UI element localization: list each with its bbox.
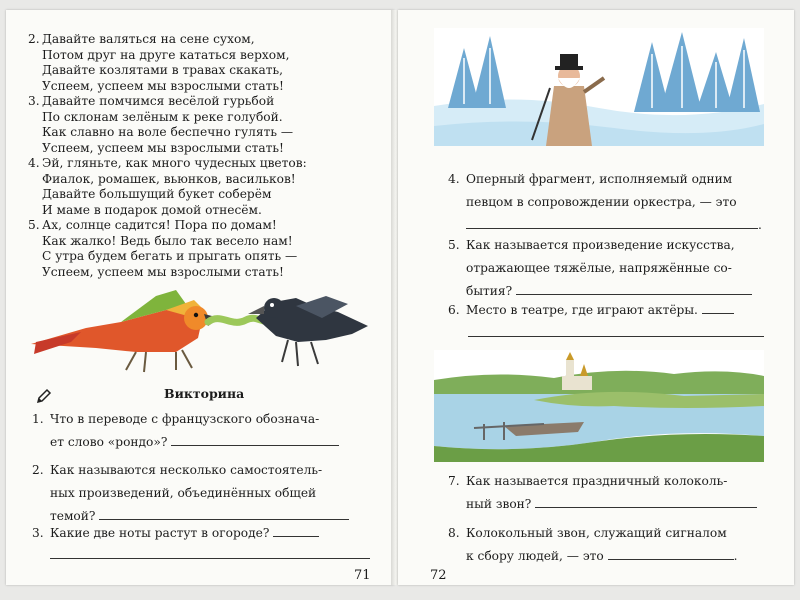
poem-line: 3. Давайте помчимся весёлой гурьбой <box>28 94 275 108</box>
answer-blank[interactable] <box>171 433 339 446</box>
stanza-number: 3. <box>28 94 40 108</box>
quiz-question-6: 6. Место в театре, где играют актёры. <box>448 299 734 322</box>
poem-line: Успеем, успеем мы взрослыми стать! <box>42 264 284 279</box>
poem-line: Успеем, успеем мы взрослыми стать! <box>42 140 284 155</box>
answer-blank[interactable] <box>702 301 734 314</box>
left-page <box>6 10 394 585</box>
quiz-question-3: 3. Какие две ноты растут в огороде? <box>32 522 319 545</box>
answer-blank[interactable] <box>273 524 319 537</box>
quiz-question-5: 5. Как называется произведение искусства, отражающее тяжёлые, напряжённые со- бытия? <box>448 234 752 303</box>
parrot-figure <box>31 290 220 372</box>
answer-blank[interactable] <box>535 495 757 508</box>
quiz-question-8: 8. Колокольный звон, служащий сигналом к сбору людей, — это . <box>448 526 738 563</box>
poem-stanza <box>28 32 307 94</box>
answer-blank[interactable] <box>466 216 758 229</box>
quiz-question-1: 1. Что в переводе с французского обознача- ет слово «рондо»? <box>32 408 339 454</box>
answer-blank[interactable] <box>516 282 752 295</box>
poem-line: Как жалко! Ведь было так весело нам! <box>42 233 293 248</box>
poem-stanza <box>28 156 307 218</box>
stanza-number: 4. <box>28 156 40 170</box>
river-illustration <box>434 350 764 462</box>
answer-blank[interactable] <box>99 507 349 520</box>
winter-illustration <box>434 28 764 146</box>
pencil-icon <box>36 388 52 404</box>
poem-line: Как славно на воле беспечно гулять — <box>42 125 294 139</box>
page-number: 72 <box>430 568 447 583</box>
answer-line[interactable] <box>50 558 370 559</box>
poem-stanza <box>28 94 307 156</box>
quiz-question-4: 4. Оперный фрагмент, исполняемый одним певцом в сопровождении оркестра, — это . <box>448 172 762 232</box>
stanza-number: 2. <box>28 32 40 46</box>
stanza-number: 5. <box>28 218 40 232</box>
poem-line: Потом друг на друге кататься верхом, <box>42 47 290 62</box>
poem-line: Давайте козлятами в травах скакать, <box>42 63 284 77</box>
poem-line: И маме в подарок домой отнесём. <box>42 202 262 217</box>
right-page <box>398 10 794 585</box>
poem-line: Давайте большущий букет соберём <box>42 187 272 201</box>
poem <box>28 32 307 280</box>
page-number: 71 <box>354 568 371 583</box>
poem-line: 2. Давайте валяться на сене сухом, <box>28 32 255 46</box>
crow-figure <box>248 296 368 366</box>
poem-stanza <box>28 218 307 280</box>
poem-line: 4. Эй, гляньте, как много чудесных цветов: <box>28 156 307 170</box>
quiz-question-2: 2. Как называются несколько самостоятель- ных произведений, объединённых общей темой? <box>32 459 349 528</box>
poem-line: 5. Ах, солнце садится! Пора по домам! <box>28 218 277 232</box>
answer-line[interactable] <box>468 336 764 337</box>
poem-line: Фиалок, ромашек, вьюнков, васильков! <box>42 171 296 186</box>
quiz-question-7: 7. Как называется праздничный колоколь- ный звон? <box>448 470 757 516</box>
answer-blank[interactable] <box>608 547 734 560</box>
birds-illustration <box>26 282 376 377</box>
poem-line: Успеем, успеем мы взрослыми стать! <box>42 78 284 93</box>
poem-line: С утра будем бегать и прыгать опять — <box>42 249 298 263</box>
quiz-title: Викторина <box>164 386 245 401</box>
poem-line: По склонам зелёным к реке голубой. <box>42 109 283 124</box>
